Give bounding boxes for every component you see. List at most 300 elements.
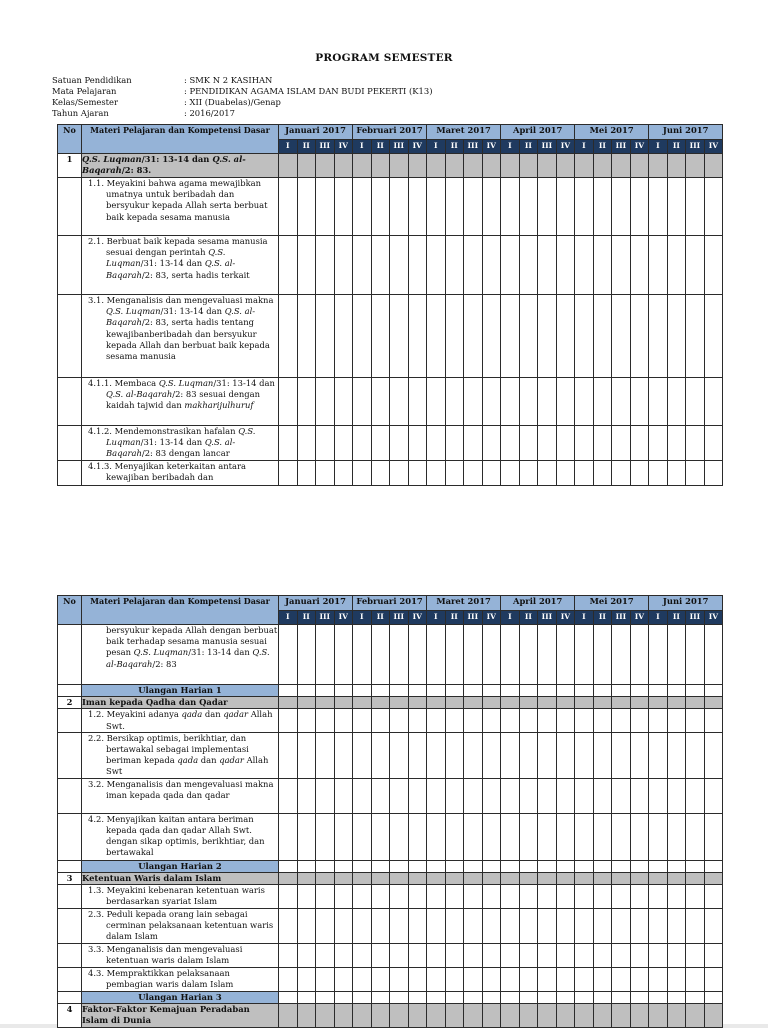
week-cell: [279, 967, 298, 991]
week-cell: [408, 178, 427, 236]
week-cell: [686, 295, 705, 378]
week-cell: [427, 732, 446, 778]
week-cell: [519, 625, 538, 685]
week-cell: [575, 295, 594, 378]
week-cell: [371, 178, 390, 236]
week-cell: [538, 697, 557, 709]
week-cell: [353, 178, 372, 236]
week-cell: [427, 709, 446, 732]
kd-row: [58, 378, 723, 426]
week-cell: [316, 709, 335, 732]
week-cell: [704, 943, 723, 967]
week-cell: [390, 732, 409, 778]
week-cell: [593, 685, 612, 697]
kd-row: [58, 625, 723, 685]
week-cell: [501, 908, 520, 943]
week-cell: [630, 860, 649, 872]
week-cell: [464, 178, 483, 236]
program-semester-table-2: [57, 595, 723, 1028]
week-cell: [593, 625, 612, 685]
week-cell: [464, 460, 483, 485]
week-cell: [538, 685, 557, 697]
week-cell: [667, 908, 686, 943]
materi-cell: bersyukur kepada Allah dengan berbuat baik terhadap sesama manusia sesuai pesan Q.S. Luqman/31: 13-14 dan Q.S. al-Baqarah/2: 83: [82, 625, 279, 685]
week-cell: [482, 295, 501, 378]
week-cell: [408, 697, 427, 709]
week-header: I: [501, 611, 520, 625]
row-number: [58, 943, 82, 967]
week-cell: [501, 426, 520, 461]
week-cell: [482, 426, 501, 461]
week-cell: [445, 426, 464, 461]
week-cell: [334, 967, 353, 991]
meta-label: Mata Pelajaran: [52, 86, 117, 96]
materi-cell: Ketentuan Waris dalam Islam: [82, 873, 279, 885]
row-number: [58, 967, 82, 991]
materi-cell: 1.1. Meyakini bahwa agama mewajibkan umatnya untuk beribadah dan bersyukur kepada Allah serta berbuat baik kepada sesama manusia: [82, 178, 279, 236]
week-cell: [556, 732, 575, 778]
week-cell: [390, 154, 409, 178]
week-cell: [686, 154, 705, 178]
materi-cell: Ulangan Harian 1: [82, 685, 279, 697]
week-header: I: [427, 140, 446, 154]
week-cell: [556, 697, 575, 709]
week-cell: [390, 908, 409, 943]
week-header: IV: [482, 611, 501, 625]
week-cell: [408, 295, 427, 378]
week-cell: [427, 885, 446, 908]
week-cell: [334, 860, 353, 872]
week-cell: [686, 625, 705, 685]
week-cell: [464, 697, 483, 709]
week-cell: [427, 908, 446, 943]
kd-row: [58, 178, 723, 236]
month-header: April 2017: [501, 125, 575, 140]
week-cell: [649, 813, 668, 860]
week-cell: [593, 378, 612, 426]
week-cell: [612, 813, 631, 860]
week-cell: [630, 236, 649, 295]
week-cell: [445, 967, 464, 991]
week-cell: [538, 378, 557, 426]
week-cell: [316, 943, 335, 967]
week-cell: [334, 178, 353, 236]
week-cell: [353, 378, 372, 426]
week-cell: [501, 943, 520, 967]
month-header: Februari 2017: [353, 125, 427, 140]
week-cell: [482, 873, 501, 885]
week-header: I: [501, 140, 520, 154]
week-cell: [630, 685, 649, 697]
week-cell: [445, 460, 464, 485]
week-cell: [371, 709, 390, 732]
week-cell: [519, 813, 538, 860]
meta-value: : 2016/2017: [184, 108, 235, 118]
week-cell: [667, 625, 686, 685]
ulangan-row: [58, 860, 723, 872]
week-cell: [649, 732, 668, 778]
week-header: IV: [334, 140, 353, 154]
week-cell: [649, 873, 668, 885]
kd-row: [58, 943, 723, 967]
week-cell: [556, 625, 575, 685]
week-cell: [482, 991, 501, 1003]
week-header: IV: [556, 611, 575, 625]
week-cell: [612, 943, 631, 967]
week-cell: [464, 991, 483, 1003]
week-cell: [445, 685, 464, 697]
week-cell: [353, 967, 372, 991]
week-cell: [482, 709, 501, 732]
header-materi: Materi Pelajaran dan Kompetensi Dasar: [82, 125, 279, 154]
week-cell: [464, 378, 483, 426]
week-cell: [390, 873, 409, 885]
week-cell: [353, 885, 372, 908]
materi-cell: Iman kepada Qadha dan Qadar: [82, 697, 279, 709]
week-cell: [408, 991, 427, 1003]
week-cell: [390, 625, 409, 685]
week-cell: [501, 813, 520, 860]
week-cell: [297, 813, 316, 860]
week-cell: [482, 154, 501, 178]
week-cell: [686, 426, 705, 461]
week-cell: [686, 685, 705, 697]
kd-row: [58, 732, 723, 778]
week-cell: [593, 991, 612, 1003]
week-cell: [575, 943, 594, 967]
week-cell: [279, 625, 298, 685]
week-cell: [704, 885, 723, 908]
week-cell: [408, 426, 427, 461]
week-cell: [704, 236, 723, 295]
week-header: II: [593, 611, 612, 625]
week-cell: [593, 860, 612, 872]
week-cell: [501, 460, 520, 485]
materi-cell: 4.1.2. Mendemonstrasikan hafalan Q.S. Luqman/31: 13-14 dan Q.S. al-Baqarah/2: 83 dengan lancar: [82, 426, 279, 461]
week-cell: [427, 778, 446, 813]
week-header: III: [686, 140, 705, 154]
week-cell: [445, 813, 464, 860]
week-cell: [593, 178, 612, 236]
week-cell: [630, 154, 649, 178]
week-cell: [427, 460, 446, 485]
week-cell: [408, 378, 427, 426]
week-header: I: [427, 611, 446, 625]
week-cell: [593, 732, 612, 778]
week-cell: [556, 378, 575, 426]
week-cell: [408, 236, 427, 295]
week-cell: [353, 685, 372, 697]
week-cell: [575, 813, 594, 860]
week-cell: [297, 625, 316, 685]
topic-row: [58, 697, 723, 709]
week-cell: [704, 813, 723, 860]
week-header: IV: [334, 611, 353, 625]
week-cell: [593, 426, 612, 461]
month-header: Februari 2017: [353, 596, 427, 611]
week-cell: [575, 709, 594, 732]
kd-row: [58, 236, 723, 295]
week-cell: [334, 625, 353, 685]
week-header: II: [297, 611, 316, 625]
week-cell: [371, 873, 390, 885]
week-cell: [538, 991, 557, 1003]
week-cell: [297, 732, 316, 778]
week-cell: [316, 732, 335, 778]
week-cell: [575, 178, 594, 236]
week-header: IV: [408, 140, 427, 154]
kd-row: [58, 885, 723, 908]
meta-label: Satuan Pendidikan: [52, 75, 132, 85]
week-cell: [575, 991, 594, 1003]
week-cell: [556, 460, 575, 485]
month-header: Mei 2017: [575, 125, 649, 140]
week-cell: [316, 778, 335, 813]
week-cell: [686, 697, 705, 709]
week-cell: [408, 885, 427, 908]
week-cell: [353, 460, 372, 485]
week-cell: [630, 709, 649, 732]
week-header: III: [612, 611, 631, 625]
week-header: II: [371, 140, 390, 154]
week-cell: [519, 732, 538, 778]
week-cell: [279, 813, 298, 860]
week-cell: [279, 943, 298, 967]
week-cell: [538, 908, 557, 943]
week-cell: [353, 236, 372, 295]
month-header: April 2017: [501, 596, 575, 611]
week-cell: [649, 460, 668, 485]
week-cell: [427, 426, 446, 461]
week-cell: [612, 885, 631, 908]
week-cell: [482, 460, 501, 485]
week-cell: [390, 236, 409, 295]
kd-row: [58, 295, 723, 378]
week-cell: [371, 813, 390, 860]
week-cell: [353, 732, 372, 778]
week-cell: [704, 709, 723, 732]
materi-cell: 2.1. Berbuat baik kepada sesama manusia sesuai dengan perintah Q.S. Luqman/31: 13-14 dan Q.S. al-Baqarah/2: 83, serta hadis terkait: [82, 236, 279, 295]
week-cell: [501, 236, 520, 295]
week-cell: [538, 778, 557, 813]
week-cell: [575, 697, 594, 709]
program-semester-table-1: [57, 124, 723, 486]
week-cell: [445, 295, 464, 378]
week-cell: [279, 778, 298, 813]
week-cell: [593, 967, 612, 991]
week-cell: [612, 426, 631, 461]
week-cell: [612, 625, 631, 685]
week-header: II: [297, 140, 316, 154]
kd-row: [58, 778, 723, 813]
week-cell: [390, 991, 409, 1003]
week-cell: [593, 778, 612, 813]
row-number: [58, 860, 82, 872]
week-cell: [427, 860, 446, 872]
week-cell: [686, 873, 705, 885]
week-cell: [353, 625, 372, 685]
week-header: I: [575, 140, 594, 154]
week-cell: [630, 991, 649, 1003]
week-cell: [538, 813, 557, 860]
week-cell: [686, 991, 705, 1003]
week-cell: [538, 732, 557, 778]
week-cell: [575, 625, 594, 685]
week-cell: [686, 943, 705, 967]
week-cell: [667, 967, 686, 991]
week-cell: [371, 295, 390, 378]
week-cell: [334, 709, 353, 732]
week-cell: [556, 154, 575, 178]
week-cell: [482, 685, 501, 697]
month-header: Mei 2017: [575, 596, 649, 611]
week-cell: [371, 778, 390, 813]
week-cell: [445, 860, 464, 872]
week-cell: [593, 885, 612, 908]
meta-row: [52, 75, 432, 86]
week-cell: [519, 860, 538, 872]
week-cell: [279, 295, 298, 378]
week-cell: [279, 236, 298, 295]
week-cell: [482, 967, 501, 991]
row-number: 1: [58, 154, 82, 178]
week-cell: [686, 709, 705, 732]
row-number: [58, 460, 82, 485]
month-header: Maret 2017: [427, 125, 501, 140]
week-cell: [334, 426, 353, 461]
week-cell: [334, 991, 353, 1003]
week-cell: [519, 697, 538, 709]
week-cell: [316, 426, 335, 461]
meta-row: [52, 108, 432, 119]
row-number: [58, 732, 82, 778]
week-cell: [408, 460, 427, 485]
week-cell: [390, 885, 409, 908]
week-cell: [353, 873, 372, 885]
week-cell: [501, 625, 520, 685]
week-header: III: [686, 611, 705, 625]
week-cell: [371, 236, 390, 295]
week-cell: [482, 697, 501, 709]
row-number: [58, 426, 82, 461]
week-cell: [667, 885, 686, 908]
week-header: IV: [630, 611, 649, 625]
document-meta: [52, 75, 432, 119]
week-cell: [464, 885, 483, 908]
week-cell: [649, 991, 668, 1003]
week-cell: [390, 697, 409, 709]
week-cell: [371, 732, 390, 778]
week-cell: [482, 378, 501, 426]
week-cell: [353, 813, 372, 860]
header-materi: Materi Pelajaran dan Kompetensi Dasar: [82, 596, 279, 625]
week-cell: [630, 378, 649, 426]
week-cell: [427, 236, 446, 295]
materi-cell: Ulangan Harian 3: [82, 991, 279, 1003]
week-cell: [630, 873, 649, 885]
row-number: [58, 178, 82, 236]
week-cell: [445, 873, 464, 885]
row-number: 4: [58, 1003, 82, 1027]
meta-label: Kelas/Semester: [52, 97, 118, 107]
week-cell: [704, 697, 723, 709]
week-cell: [353, 154, 372, 178]
week-cell: [353, 991, 372, 1003]
week-cell: [538, 873, 557, 885]
week-cell: [556, 426, 575, 461]
week-cell: [297, 908, 316, 943]
week-cell: [353, 709, 372, 732]
week-cell: [408, 873, 427, 885]
week-cell: [649, 625, 668, 685]
week-cell: [353, 295, 372, 378]
week-cell: [649, 426, 668, 461]
week-header: II: [593, 140, 612, 154]
week-cell: [704, 295, 723, 378]
week-cell: [667, 943, 686, 967]
week-cell: [649, 178, 668, 236]
week-cell: [704, 860, 723, 872]
week-header: II: [519, 611, 538, 625]
week-cell: [390, 460, 409, 485]
week-cell: [445, 991, 464, 1003]
week-cell: [427, 295, 446, 378]
row-number: [58, 295, 82, 378]
week-cell: [408, 154, 427, 178]
week-cell: [353, 778, 372, 813]
week-cell: [519, 943, 538, 967]
week-cell: [519, 295, 538, 378]
week-cell: [445, 625, 464, 685]
week-cell: [482, 860, 501, 872]
week-cell: [575, 685, 594, 697]
week-cell: [316, 178, 335, 236]
week-cell: [686, 236, 705, 295]
week-cell: [482, 813, 501, 860]
week-header: III: [316, 611, 335, 625]
meta-value: : PENDIDIKAN AGAMA ISLAM DAN BUDI PEKERTI (K13): [184, 86, 433, 96]
week-header: I: [353, 140, 372, 154]
week-cell: [482, 236, 501, 295]
kd-row: [58, 908, 723, 943]
week-cell: [334, 295, 353, 378]
week-cell: [649, 154, 668, 178]
week-cell: [427, 697, 446, 709]
week-cell: [482, 625, 501, 685]
week-cell: [297, 236, 316, 295]
week-cell: [519, 685, 538, 697]
materi-cell: 2.2. Bersikap optimis, berikhtiar, dan bertawakal sebagai implementasi beriman kepada qada dan qadar Allah Swt: [82, 732, 279, 778]
week-cell: [519, 908, 538, 943]
week-cell: [390, 943, 409, 967]
week-cell: [464, 908, 483, 943]
week-cell: [464, 236, 483, 295]
week-cell: [297, 967, 316, 991]
week-cell: [445, 378, 464, 426]
week-cell: [538, 295, 557, 378]
week-cell: [556, 943, 575, 967]
week-cell: [538, 885, 557, 908]
week-cell: [464, 873, 483, 885]
week-cell: [612, 709, 631, 732]
week-cell: [686, 813, 705, 860]
week-header: III: [538, 611, 557, 625]
week-cell: [575, 236, 594, 295]
week-cell: [519, 378, 538, 426]
ulangan-row: [58, 991, 723, 1003]
week-cell: [630, 813, 649, 860]
week-cell: [575, 885, 594, 908]
